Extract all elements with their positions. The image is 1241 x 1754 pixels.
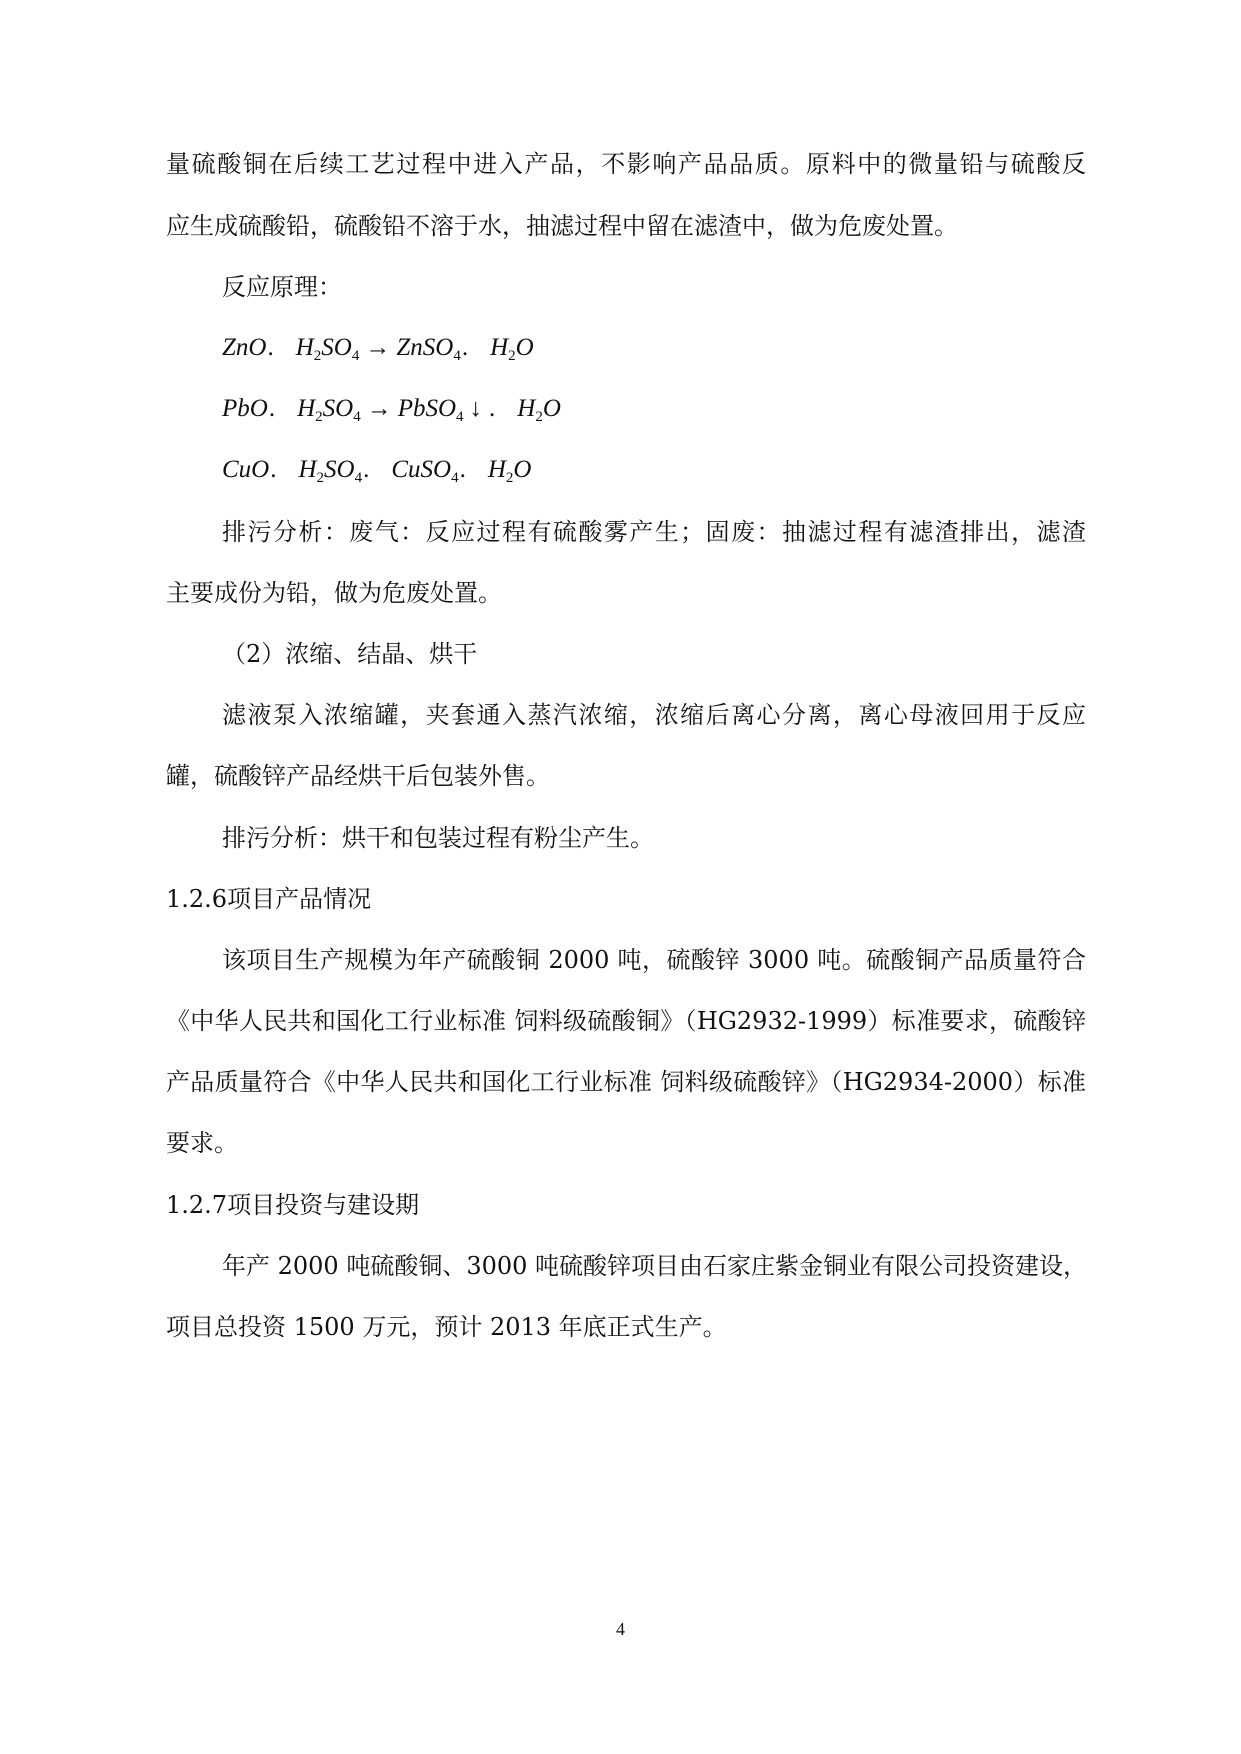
eq-dot: . [489,395,496,422]
paragraph-line: 项目总投资 1500 万元，预计 2013 年底正式生产。 [166,1313,727,1341]
eq-dot: . [459,456,466,483]
precipitate-arrow: ↓ [469,395,483,422]
eq-arrow: → [366,395,392,422]
eq-term: SO [324,456,355,483]
paragraph-line: 年产 2000 吨硫酸铜、3000 吨硫酸锌项目由石家庄紫金铜业有限公司投资建设， [222,1252,1088,1280]
eq-subscript: 2 [313,348,322,364]
eq-term: H [490,334,509,361]
eq-term: CuSO [391,456,452,483]
paragraph-line: 应生成硫酸铅，硫酸铅不溶于水，抽滤过程中留在滤渣中，做为危废处置。 [166,212,958,240]
paragraph-line: 主要成份为铅，做为危废处置。 [166,579,502,607]
paragraph-line: 要求。 [166,1129,238,1157]
eq-subscript: 4 [353,409,361,425]
eq-term: H [297,395,316,422]
eq-term: H [298,456,317,483]
eq-term: ZnO [222,334,267,361]
eq-subscript: 4 [351,348,360,364]
eq-subscript: 4 [451,470,459,486]
eq-term: CuO [222,456,270,483]
eq-term: O [515,334,534,361]
eq-arrow: → [365,334,391,361]
section-heading: 1.2.6项目产品情况 [166,885,372,913]
eq-term: PbSO [397,395,457,422]
equation-cuo [222,453,531,495]
eq-dot: . [461,334,469,361]
eq-term: SO [322,395,354,422]
paragraph-line: 该项目生产规模为年产硫酸铜 2000 吨，硫酸锌 3000 吨。硫酸铜产品质量符合 [222,946,1086,974]
eq-subscript: 4 [453,348,461,364]
eq-term: SO [321,334,352,361]
paragraph-line: 排污分析：烘干和包装过程有粉尘产生。 [222,824,654,852]
eq-dot: . [270,456,277,483]
paragraph-line: 滤液泵入浓缩罐，夹套通入蒸汽浓缩，浓缩后离心分离，离心母液回用于反应 [222,701,1086,729]
reaction-principle-heading: 反应原理： [222,273,342,301]
paragraph-line: 产品质量符合《中华人民共和国化工行业标准 饲料级硫酸锌》（HG2934-2000）标准 [166,1068,1086,1096]
eq-subscript: 2 [316,470,325,486]
equation-zno [222,331,534,373]
eq-subscript: 4 [456,409,464,425]
eq-dot: . [267,334,274,361]
eq-term: H [295,334,314,361]
subsection-heading: （2）浓缩、结晶、烘干 [222,640,478,668]
paragraph-line: 《中华人民共和国化工行业标准 饲料级硫酸铜》（HG2932-1999）标准要求，硫酸锌 [166,1007,1086,1035]
eq-subscript: 2 [508,348,516,364]
eq-term: H [517,395,536,422]
section-heading: 1.2.7项目投资与建设期 [166,1191,420,1219]
eq-subscript: 4 [354,470,363,486]
paragraph-line: 排污分析：废气：反应过程有硫酸雾产生；固废：抽滤过程有滤渣排出，滤渣 [222,518,1086,546]
eq-term: ZnSO [396,334,454,361]
eq-dot: . [363,456,370,483]
eq-dot: . [268,395,276,422]
eq-subscript: 2 [535,409,543,425]
paragraph-line: 量硫酸铜在后续工艺过程中进入产品，不影响产品品质。原料中的微量铅与硫酸反 [166,150,1086,178]
eq-term: O [513,456,532,483]
equation-pbo [222,392,561,434]
eq-subscript: 2 [505,470,514,486]
eq-term: PbO [222,395,268,422]
page-number: 4 [616,1619,625,1639]
paragraph-line: 罐，硫酸锌产品经烘干后包装外售。 [166,762,550,790]
eq-term: O [542,395,561,422]
eq-subscript: 2 [315,409,323,425]
eq-term: H [487,456,506,483]
